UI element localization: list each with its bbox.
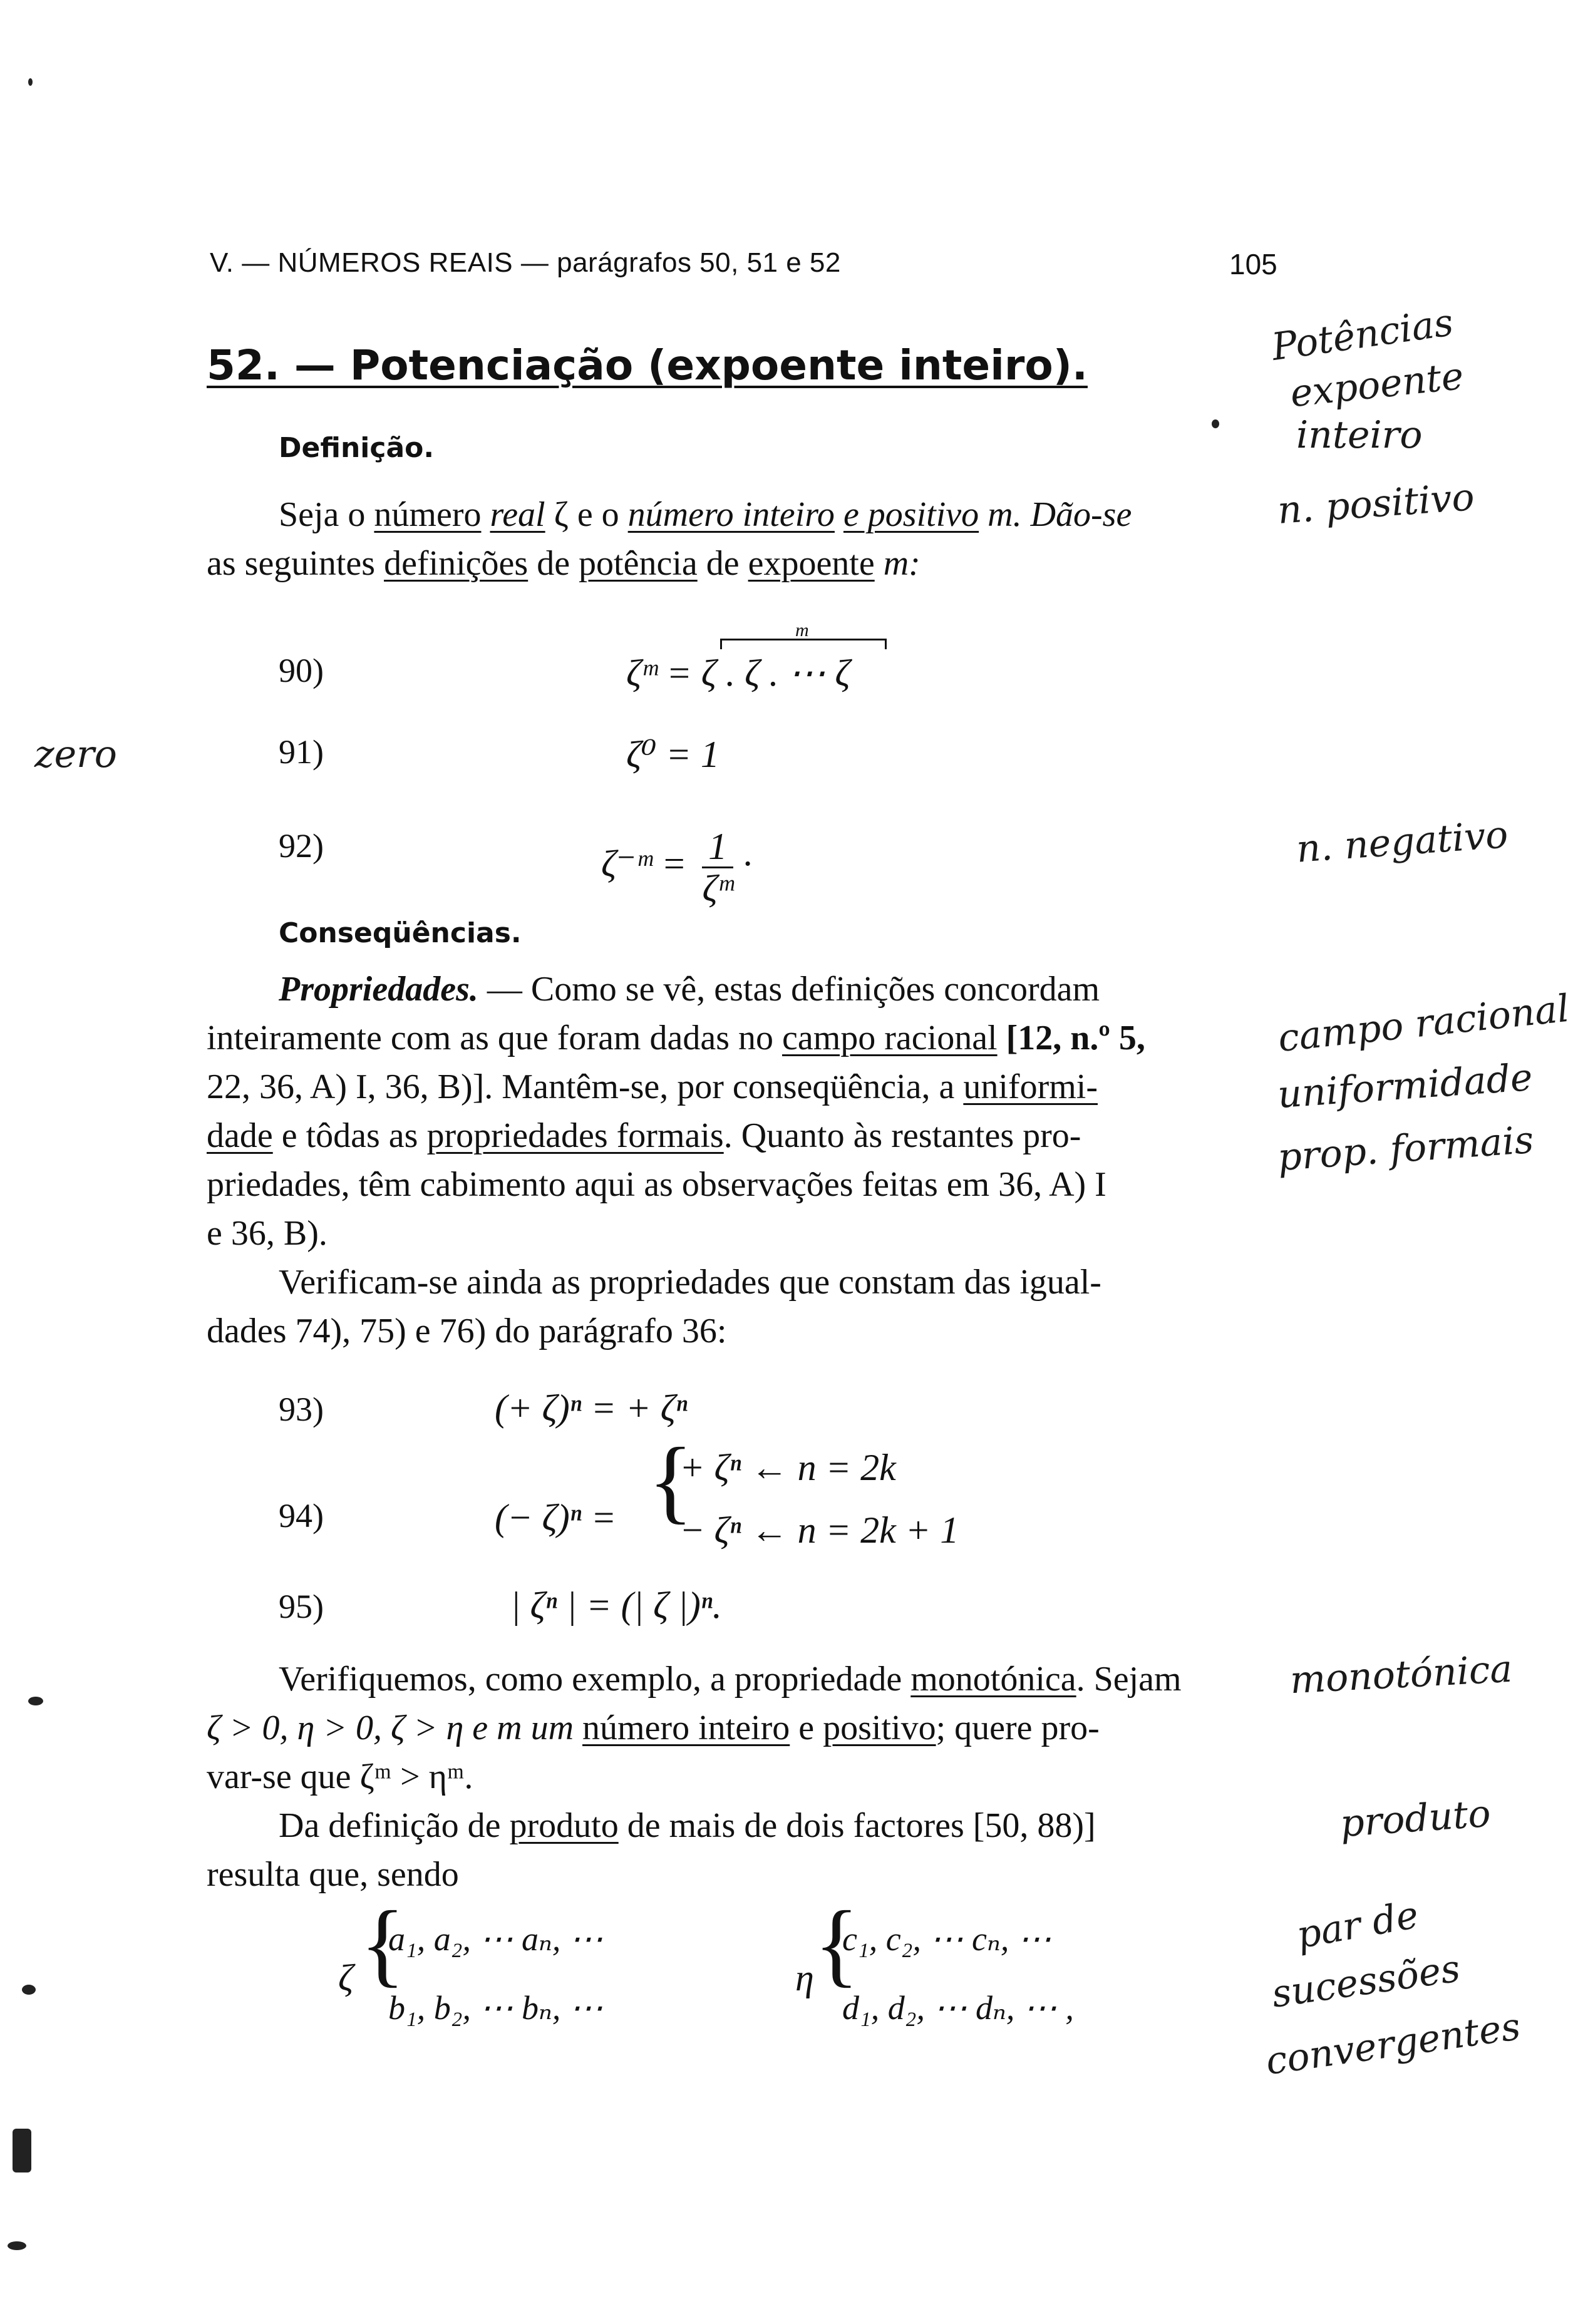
equation-91: ζ⁰ = 1 bbox=[626, 734, 719, 775]
underlined-text: número inteiro bbox=[582, 1709, 790, 1747]
margin-note: inteiro bbox=[1296, 413, 1423, 457]
example-line-1 bbox=[279, 1659, 1182, 1699]
underlined-text: definições bbox=[384, 544, 529, 583]
text-span: as seguintes bbox=[207, 544, 384, 583]
properties-line-2 bbox=[207, 1018, 1145, 1058]
lead-text: Propriedades. bbox=[279, 970, 478, 1009]
underlined-text: positivo bbox=[823, 1709, 936, 1747]
equation-number: 92) bbox=[279, 827, 324, 865]
underlined-text: propriedades formais bbox=[426, 1116, 724, 1155]
zeta-row-1: a₁, a₂, ⋯ aₙ, ⋯ bbox=[388, 1920, 603, 1958]
underlined-text: número inteiro bbox=[627, 495, 835, 534]
equation-90 bbox=[626, 620, 850, 695]
equation-lhs: ζ⁻ᵐ = bbox=[601, 843, 687, 885]
overbrace-label: m bbox=[795, 620, 809, 640]
equation-number: 95) bbox=[279, 1588, 324, 1625]
text-span: Seja o bbox=[279, 495, 374, 534]
text-span: Verifiquemos, como exemplo, a propriedade bbox=[279, 1660, 911, 1699]
sequence-brace-eta: { bbox=[814, 1892, 859, 1996]
equation-94-case-1: + ζⁿ ← n = 2k bbox=[679, 1447, 896, 1488]
equation-number: 94) bbox=[279, 1497, 324, 1535]
margin-note: Potências bbox=[1269, 301, 1457, 369]
underlined-text: monotónica bbox=[910, 1660, 1076, 1699]
text-span: ζ > 0, η > 0, ζ > η e m um bbox=[207, 1709, 583, 1747]
definition-line-1 bbox=[279, 495, 1132, 535]
equation-94-case-2: − ζⁿ ← n = 2k + 1 bbox=[679, 1509, 959, 1551]
text-span: . Sejam bbox=[1076, 1660, 1182, 1699]
margin-note: monotónica bbox=[1289, 1647, 1514, 1703]
overbrace bbox=[720, 639, 887, 649]
scan-speck bbox=[22, 1985, 36, 1995]
definition-heading: Definição. bbox=[279, 432, 435, 464]
scan-speck bbox=[13, 2129, 31, 2172]
text-span: Da definição de bbox=[279, 1806, 510, 1845]
text-span: de mais de dois factores [50, 88)] bbox=[618, 1806, 1096, 1845]
margin-note: zero bbox=[34, 733, 117, 776]
margin-note: expoente bbox=[1288, 354, 1466, 416]
margin-note: prop. formais bbox=[1276, 1118, 1535, 1180]
equation-expr: ζᵐ = ζ . ζ . ⋯ ζ bbox=[626, 652, 850, 694]
eta-row-1: c₁, c₂, ⋯ cₙ, ⋯ bbox=[842, 1920, 1051, 1958]
margin-note: sucessões bbox=[1269, 1946, 1463, 2017]
properties-line-3 bbox=[207, 1067, 1098, 1107]
text-span: inteiramente com as que foram dadas no bbox=[207, 1019, 782, 1057]
text-span: de bbox=[528, 544, 579, 583]
consequences-heading: Conseqüências. bbox=[279, 917, 522, 949]
cases-brace: { bbox=[648, 1429, 693, 1533]
properties-line-5: priedades, têm cabimento aqui as observações feitas em 36, A) I bbox=[207, 1165, 1106, 1204]
equation-number: 91) bbox=[279, 733, 324, 771]
equation-94-lhs: (− ζ)ⁿ = bbox=[495, 1497, 617, 1538]
margin-note: uniformidade bbox=[1276, 1055, 1534, 1118]
bullet-dot bbox=[1212, 419, 1219, 428]
eta-label: η bbox=[795, 1957, 814, 1998]
margin-note: produto bbox=[1338, 1791, 1492, 1846]
margin-note: n. positivo bbox=[1276, 475, 1476, 533]
text-span: — Como se vê, estas definições concordam bbox=[478, 970, 1100, 1009]
underlined-text: e positivo bbox=[843, 495, 979, 534]
zeta-row-2: b₁, b₂, ⋯ bₙ, ⋯ bbox=[388, 1989, 603, 2027]
sequence-brace-zeta: { bbox=[360, 1892, 405, 1996]
product-line-1 bbox=[279, 1806, 1096, 1846]
underlined-text: produto bbox=[509, 1806, 619, 1845]
running-head: V. — NÚMEROS REAIS — parágrafos 50, 51 e 52 bbox=[210, 247, 841, 278]
text-span: e tôdas as bbox=[272, 1116, 427, 1155]
fraction-denominator: ζᵐ bbox=[702, 868, 733, 909]
properties-line-4 bbox=[207, 1116, 1081, 1156]
section-title bbox=[207, 341, 1088, 389]
scan-speck bbox=[28, 1697, 43, 1705]
section-title-text: 52. — Potenciação (expoente inteiro). bbox=[207, 341, 1088, 389]
underlined-text: real bbox=[490, 495, 545, 534]
text-span: de bbox=[697, 544, 748, 583]
underlined-text: número bbox=[374, 495, 482, 534]
equation-tail: · bbox=[742, 843, 752, 885]
zeta-label: ζ bbox=[338, 1957, 354, 1998]
text-span: [12, n.º 5, bbox=[997, 1019, 1145, 1057]
product-line-2: resulta que, sendo bbox=[207, 1855, 459, 1894]
margin-note: convergentes bbox=[1263, 2004, 1524, 2084]
page-number: 105 bbox=[1229, 248, 1277, 280]
equation-93: (+ ζ)ⁿ = + ζⁿ bbox=[495, 1387, 688, 1429]
properties-line-1 bbox=[279, 969, 1100, 1009]
verify-line-2: dades 74), 75) e 76) do parágrafo 36: bbox=[207, 1312, 727, 1350]
text-span: . Quanto às restantes pro- bbox=[723, 1116, 1081, 1155]
properties-line-6: e 36, B). bbox=[207, 1214, 327, 1253]
fraction-numerator: 1 bbox=[702, 826, 733, 868]
example-line-3: var-se que ζᵐ > ηᵐ. bbox=[207, 1757, 473, 1796]
margin-note: par de bbox=[1293, 1893, 1422, 1958]
scan-speck bbox=[8, 2241, 26, 2250]
underlined-text: expoente bbox=[748, 544, 875, 583]
text-span: 22, 36, A) I, 36, B)]. Mantêm-se, por conseqüência, a bbox=[207, 1067, 964, 1106]
equation-92 bbox=[601, 826, 752, 908]
scan-speck bbox=[28, 78, 33, 86]
underlined-text: potência bbox=[579, 544, 698, 583]
text-span: ζ e o bbox=[545, 495, 628, 534]
equation-95: | ζⁿ | = (| ζ |)ⁿ. bbox=[510, 1585, 722, 1626]
equation-number: 90) bbox=[279, 652, 324, 689]
underlined-text: uniformi- bbox=[963, 1067, 1098, 1106]
verify-line-1: Verificam-se ainda as propriedades que constam das igual- bbox=[279, 1263, 1101, 1302]
text-span: m: bbox=[874, 544, 921, 583]
underlined-text: dade bbox=[207, 1116, 273, 1155]
eta-row-2: d₁, d₂, ⋯ dₙ, ⋯ , bbox=[842, 1989, 1074, 2027]
text-span: m. Dão-se bbox=[979, 495, 1132, 534]
text-span: e bbox=[790, 1709, 823, 1747]
text-span: ; quere pro- bbox=[936, 1709, 1100, 1747]
equation-number: 93) bbox=[279, 1391, 324, 1428]
fraction bbox=[702, 826, 733, 908]
example-line-2 bbox=[207, 1708, 1100, 1748]
definition-line-2 bbox=[207, 543, 921, 584]
margin-note: n. negativo bbox=[1294, 813, 1510, 872]
underlined-text: campo racional bbox=[782, 1019, 998, 1057]
margin-note: campo racional bbox=[1276, 986, 1572, 1061]
